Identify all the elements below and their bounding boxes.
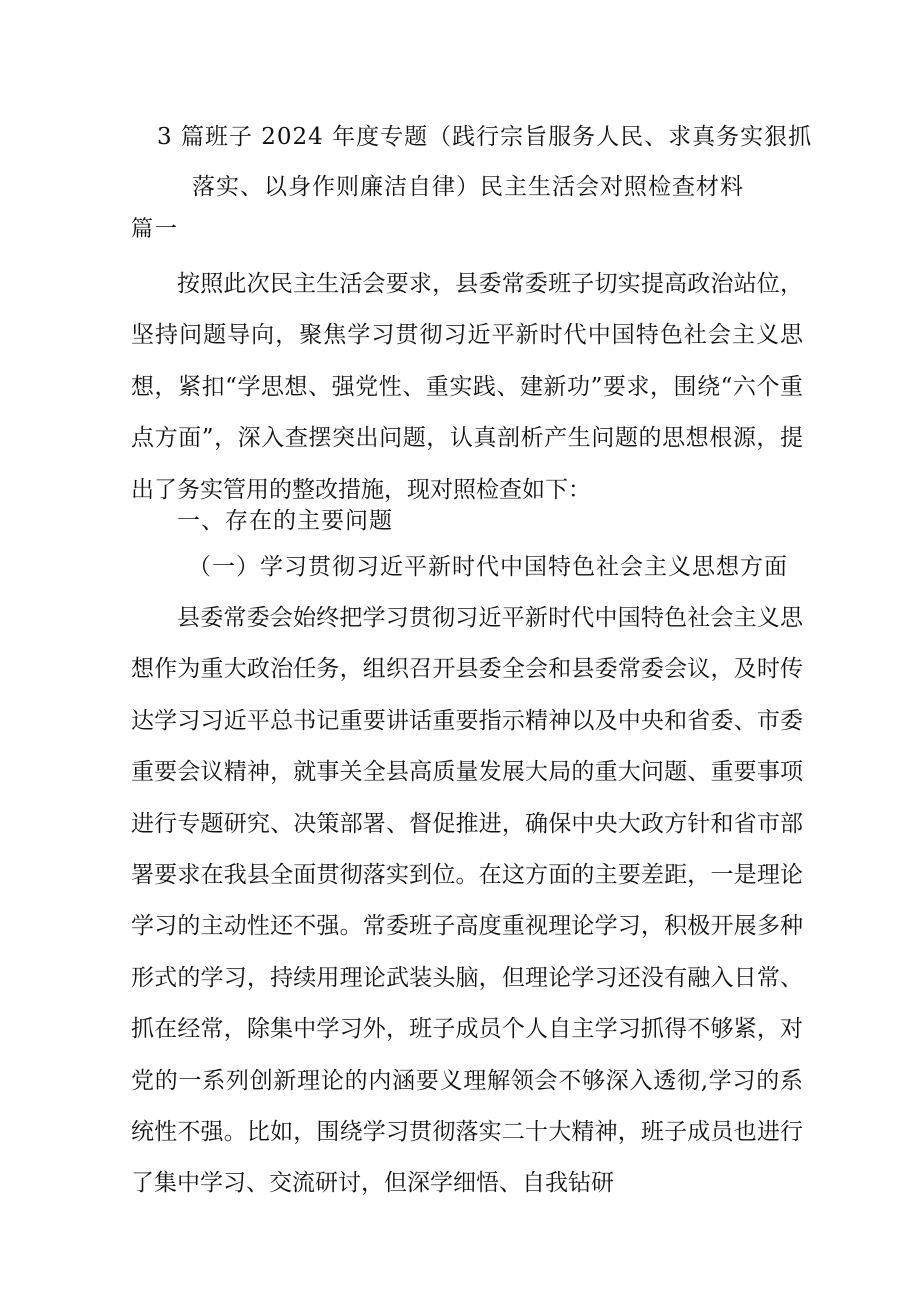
document-title-line-1: 3 篇班子 2024 年度专题（践行宗旨服务人民、求真务实狠抓 (157, 124, 813, 150)
body-paragraph: 县委常委会始终把学习贯彻习近平新时代中国特色社会主义思想作为重大政治任务，组织召开县委全会和县委常委会议，及时传达学习习近平总书记重要讲话重要指示精神以及中央和省委、市委重要会议精神，就事关全县高质量发展大局的重大问题、重要事项进行专题研究、决策部署、督促推进，确保中央大政方针和省市部署要求在我县全面贯彻落实到位。在这方面的主要差距，一是理论学习的主动性还不强。常委班子高度重视理论学习，积极开展多种形式的学习，持续用理论武装头脑，但理论学习还没有融入日常、抓在经常，除集中学习外，班子成员个人自主学习抓得不够紧，对党的一系列创新理论的内涵要义理解领会不够深入透彻,学习的系统性不强。比如，围绕学习贯彻落实二十大精神，班子成员也进行了集中学习、交流研讨，但深学细悟、自我钻研 (131, 605, 803, 1197)
intro-paragraph: 按照此次民主生活会要求，县委常委班子切实提高政治站位，坚持问题导向，聚焦学习贯彻习近平新时代中国特色社会主义思想，紧扣“学思想、强党性、重实践、建新功”要求，围绕“六个重点方面”，深入查摆突出问题，认真剖析产生问题的思想根源，提出了务实管用的整改措施，现对照检查如下： (131, 271, 803, 503)
heading-main-problems: 一、存在的主要问题 (177, 508, 393, 534)
subheading-study-thought: （一）学习贯彻习近平新时代中国特色社会主义思想方面 (188, 554, 788, 580)
document-title-line-2: 落实、以身作则廉洁自律）民主生活会对照检查材料 (192, 174, 744, 200)
section-label: 篇一 (131, 217, 180, 242)
